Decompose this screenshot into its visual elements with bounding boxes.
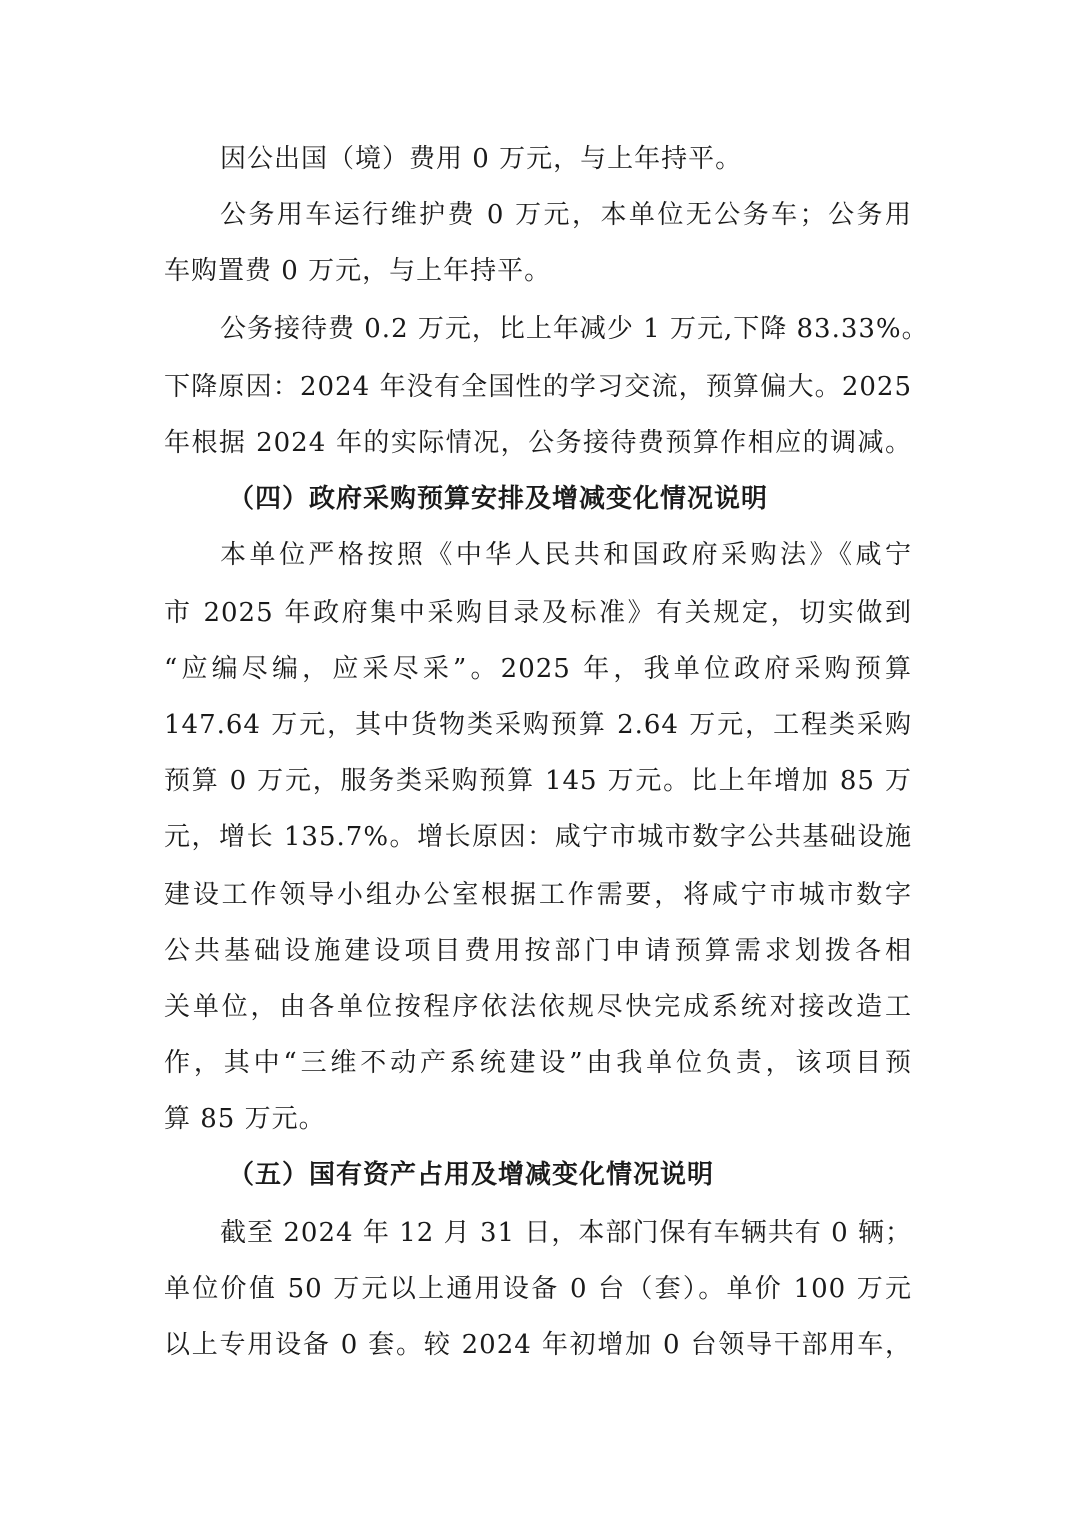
paragraph-line: 公共基础设施建设项目费用按部门申请预算需求划拨各相 xyxy=(164,936,912,966)
paragraph-line: 单位价值 50 万元以上通用设备 0 台（套）。单价 100 万元 xyxy=(164,1274,912,1304)
paragraph-line: “应编尽编，应采尽采”。2025 年，我单位政府采购预算 xyxy=(164,654,912,684)
paragraph-line: 截至 2024 年 12 月 31 日，本部门保有车辆共有 0 辆； xyxy=(220,1218,912,1248)
paragraph-line: 因公出国（境）费用 0 万元，与上年持平。 xyxy=(220,144,743,174)
paragraph-line: 公务接待费 0.2 万元，比上年减少 1 万元,下降 83.33%。 xyxy=(220,314,929,344)
paragraph-line: 车购置费 0 万元，与上年持平。 xyxy=(164,256,552,286)
paragraph-line: 元，增长 135.7%。增长原因：咸宁市城市数字公共基础设施 xyxy=(164,822,912,852)
paragraph-line: 算 85 万元。 xyxy=(164,1104,326,1134)
paragraph-line: 预算 0 万元，服务类采购预算 145 万元。比上年增加 85 万 xyxy=(164,766,912,796)
paragraph-line: 147.64 万元，其中货物类采购预算 2.64 万元，工程类采购 xyxy=(164,710,912,740)
paragraph-line: 作，其中“三维不动产系统建设”由我单位负责，该项目预 xyxy=(164,1048,912,1078)
paragraph-line: 公务用车运行维护费 0 万元，本单位无公务车；公务用 xyxy=(220,200,912,230)
paragraph-line: 建设工作领导小组办公室根据工作需要，将咸宁市城市数字 xyxy=(164,880,912,910)
paragraph-line: 本单位严格按照《中华人民共和国政府采购法》《咸宁 xyxy=(220,540,912,570)
section-heading: （五）国有资产占用及增减变化情况说明 xyxy=(228,1160,715,1190)
paragraph-line: 以上专用设备 0 套。较 2024 年初增加 0 台领导干部用车， xyxy=(164,1330,912,1360)
paragraph-line: 关单位，由各单位按程序依法依规尽快完成系统对接改造工 xyxy=(164,992,912,1022)
paragraph-line: 年根据 2024 年的实际情况，公务接待费预算作相应的调减。 xyxy=(164,428,912,458)
paragraph-line: 下降原因：2024 年没有全国性的学习交流，预算偏大。2025 xyxy=(164,372,912,402)
section-heading: （四）政府采购预算安排及增减变化情况说明 xyxy=(228,484,769,514)
paragraph-line: 市 2025 年政府集中采购目录及标准》有关规定，切实做到 xyxy=(164,598,912,628)
